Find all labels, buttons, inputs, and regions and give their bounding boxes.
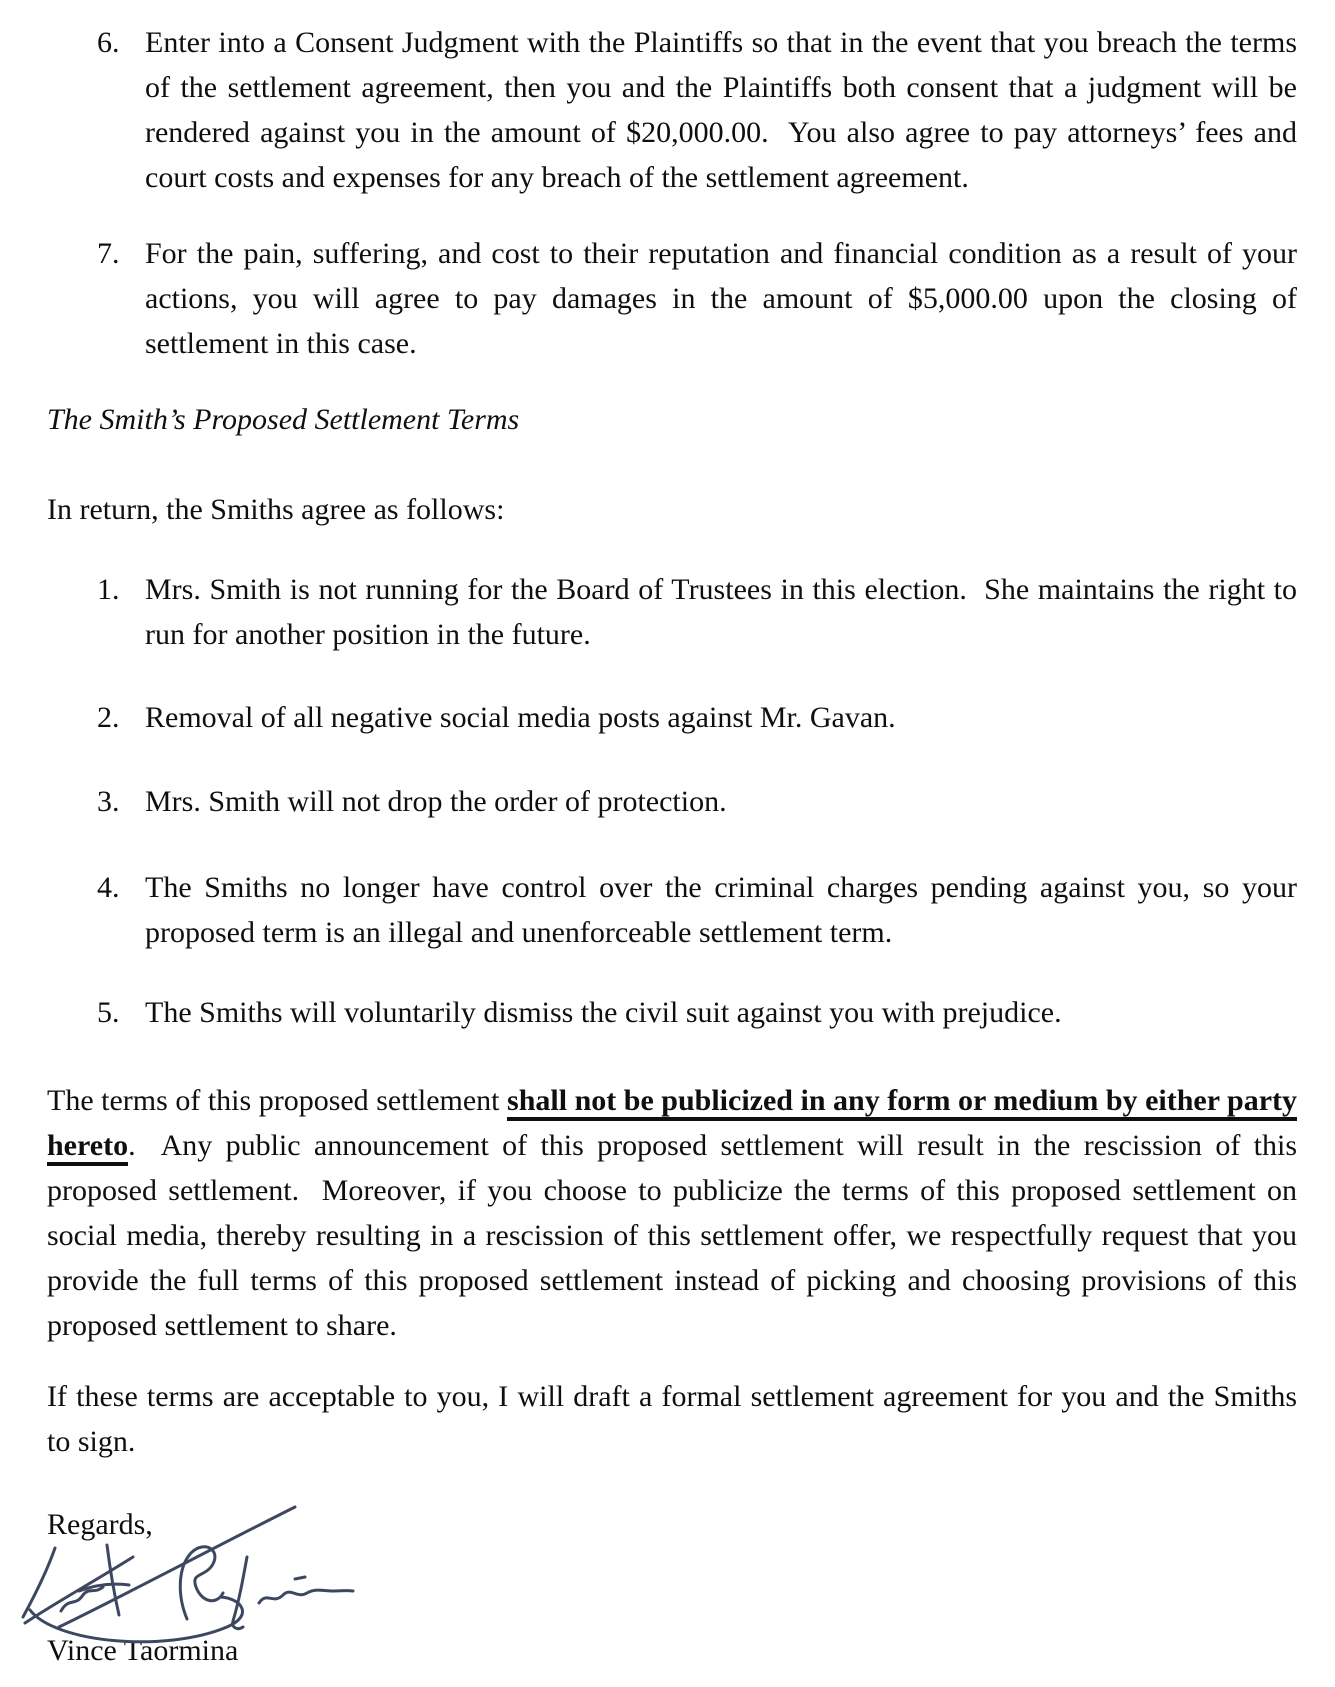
list-item-7 xyxy=(47,231,1297,366)
list-item-2 xyxy=(47,695,1297,740)
list-item-1 xyxy=(47,567,1297,657)
list-item-text: Mrs. Smith will not drop the order of protection. xyxy=(145,785,727,818)
list-number: 4. xyxy=(97,871,120,904)
list-item-text: For the pain, suffering, and cost to their reputation and financial condition as a result of your actions, you will agree to pay damages in the amount of $5,000.00 upon the closing of settlement in this case. xyxy=(145,237,1297,360)
list-number: 7. xyxy=(97,237,120,270)
list-number: 2. xyxy=(97,701,120,734)
list-item-5 xyxy=(47,990,1297,1035)
emphasized-clause: shall not be publicized in any form or medium by either party hereto xyxy=(47,1084,1297,1166)
list-item-text: Mrs. Smith is not running for the Board of Trustees in this election. She maintains the right to run for another position in the future. xyxy=(145,573,1297,651)
list-number: 3. xyxy=(97,785,120,818)
list-item-text: Enter into a Consent Judgment with the Plaintiffs so that in the event that you breach the terms of the settlement agreement, then you and the Plaintiffs both consent that a judgment will be rendered against you in the amount of $20,000.00. You also agree to pay attorneys’ fees and court costs and expenses for any breach of the settlement agreement. xyxy=(145,26,1297,194)
regards-line: Regards, xyxy=(47,1508,153,1541)
confidentiality-paragraph xyxy=(47,1078,1297,1348)
para-text-after: . Any public announcement of this proposed settlement will result in the rescission of this proposed settlement. Moreover, if you choose to publicize the terms of this proposed settlement on social media, thereby resulting in a rescission of this settlement offer, we respectfully request that you provide the full terms of this proposed settlement instead of picking and choosing provisions of this proposed settlement to share. xyxy=(47,1129,1297,1342)
intro-line: In return, the Smiths agree as follows: xyxy=(47,493,505,526)
list-item-text: The Smiths no longer have control over the criminal charges pending against you, so your proposed term is an illegal and unenforceable settlement term. xyxy=(145,871,1297,949)
list-number: 6. xyxy=(97,26,120,59)
para-text-before: The terms of this proposed settlement xyxy=(47,1084,508,1117)
list-number: 1. xyxy=(97,573,120,606)
list-item-text: Removal of all negative social media posts against Mr. Gavan. xyxy=(145,701,896,734)
signature-name: Vince Taormina xyxy=(47,1634,239,1667)
section-heading: The Smith’s Proposed Settlement Terms xyxy=(47,403,520,436)
list-item-text: The Smiths will voluntarily dismiss the civil suit against you with prejudice. xyxy=(145,996,1062,1029)
list-item-6 xyxy=(47,20,1297,200)
list-item-3 xyxy=(47,779,1297,824)
list-item-4 xyxy=(47,865,1297,955)
closing-paragraph: If these terms are acceptable to you, I will draft a formal settlement agreement for you and the Smiths to sign. xyxy=(47,1380,1297,1458)
list-number: 5. xyxy=(97,996,120,1029)
